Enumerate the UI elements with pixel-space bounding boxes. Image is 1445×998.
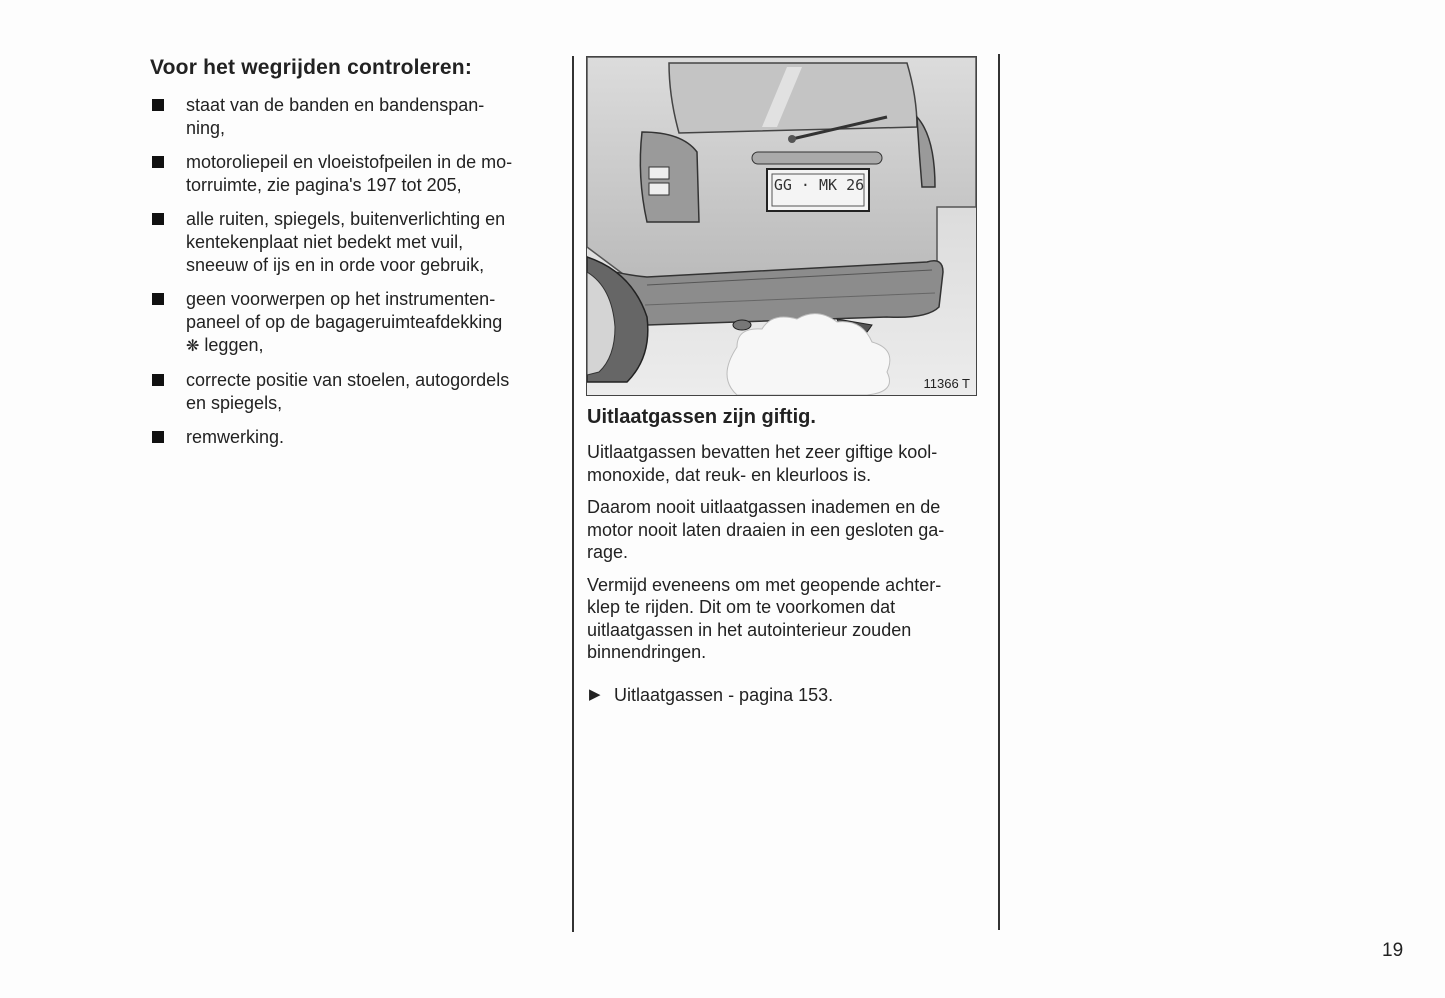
warning-section [587,406,982,706]
paragraph-line: Vermijd eveneens om met geopende achter- [587,574,942,595]
square-bullet-icon [152,293,164,305]
list-item [150,151,550,197]
car-rear-drawing [587,57,976,395]
paragraph [587,441,982,486]
list-item-line: torruimte, zie pagina's 197 tot 205, [186,175,462,195]
column-divider [572,56,574,932]
paragraph-line: rage. [587,542,629,562]
list-item-line: motoroliepeil en vloeistofpeilen in de mo- [186,152,513,172]
square-bullet-icon [152,99,164,111]
checklist-section [150,56,550,460]
list-item [150,208,550,277]
list-item [150,369,550,415]
list-item-line: remwerking. [186,427,285,447]
list-item-line: paneel of op de bagageruimteafdekking [186,312,503,332]
paragraph-line: monoxide, dat reuk- en kleurloos is. [587,464,872,485]
paragraph-line: klep te rijden. Dit om te voorkomen dat [587,597,896,617]
list-item-line: correcte positie van stoelen, autogordels [186,370,510,390]
licence-plate-text: GG · MK 26 [773,176,865,194]
list-item [150,426,550,449]
square-bullet-icon [152,213,164,225]
column-divider [998,54,1000,930]
figure-number: 11366 T [923,376,970,391]
list-item-line: kentekenplaat niet bedekt met vuil, [186,232,464,252]
list-item-line: en spiegels, [186,393,283,413]
arrow-right-icon: ▶ [589,685,601,703]
list-item-line: alle ruiten, spiegels, buitenverlichting en [186,209,506,229]
square-bullet-icon [152,156,164,168]
page-number: 19 [1382,940,1404,961]
paragraph-line: Daarom nooit uitlaatgassen inademen en de [587,497,941,517]
list-item-line: sneeuw of ijs en in orde voor gebruik, [186,255,485,275]
paragraph [587,574,982,664]
paragraph-line: motor nooit laten draaien in een gesloten ga- [587,519,945,540]
paragraph [587,496,982,564]
list-item-line: staat van de banden en bandenspan- [186,95,485,115]
section-title: Voor het wegrijden controleren: [150,56,473,79]
checklist [150,94,550,449]
paragraph-line: uitlaatgassen in het autointerieur zouden [587,619,912,640]
paragraph-line: binnendringen. [587,642,707,662]
square-bullet-icon [152,431,164,443]
page-reference [587,684,982,706]
car-exhaust-illustration [586,56,977,396]
list-item-line: geen voorwerpen op het instrumenten- [186,289,496,309]
warning-title: Uitlaatgassen zijn giftig. [587,406,816,428]
list-item [150,94,550,140]
page-reference-text: Uitlaatgassen - pagina 153. [614,684,834,705]
list-item-line: leggen, [204,335,264,355]
snowflake-icon: ❋ [186,338,200,355]
list-item-line: ning, [186,118,226,138]
list-item [150,288,550,358]
square-bullet-icon [152,374,164,386]
paragraph-line: Uitlaatgassen bevatten het zeer giftige kool- [587,442,938,462]
